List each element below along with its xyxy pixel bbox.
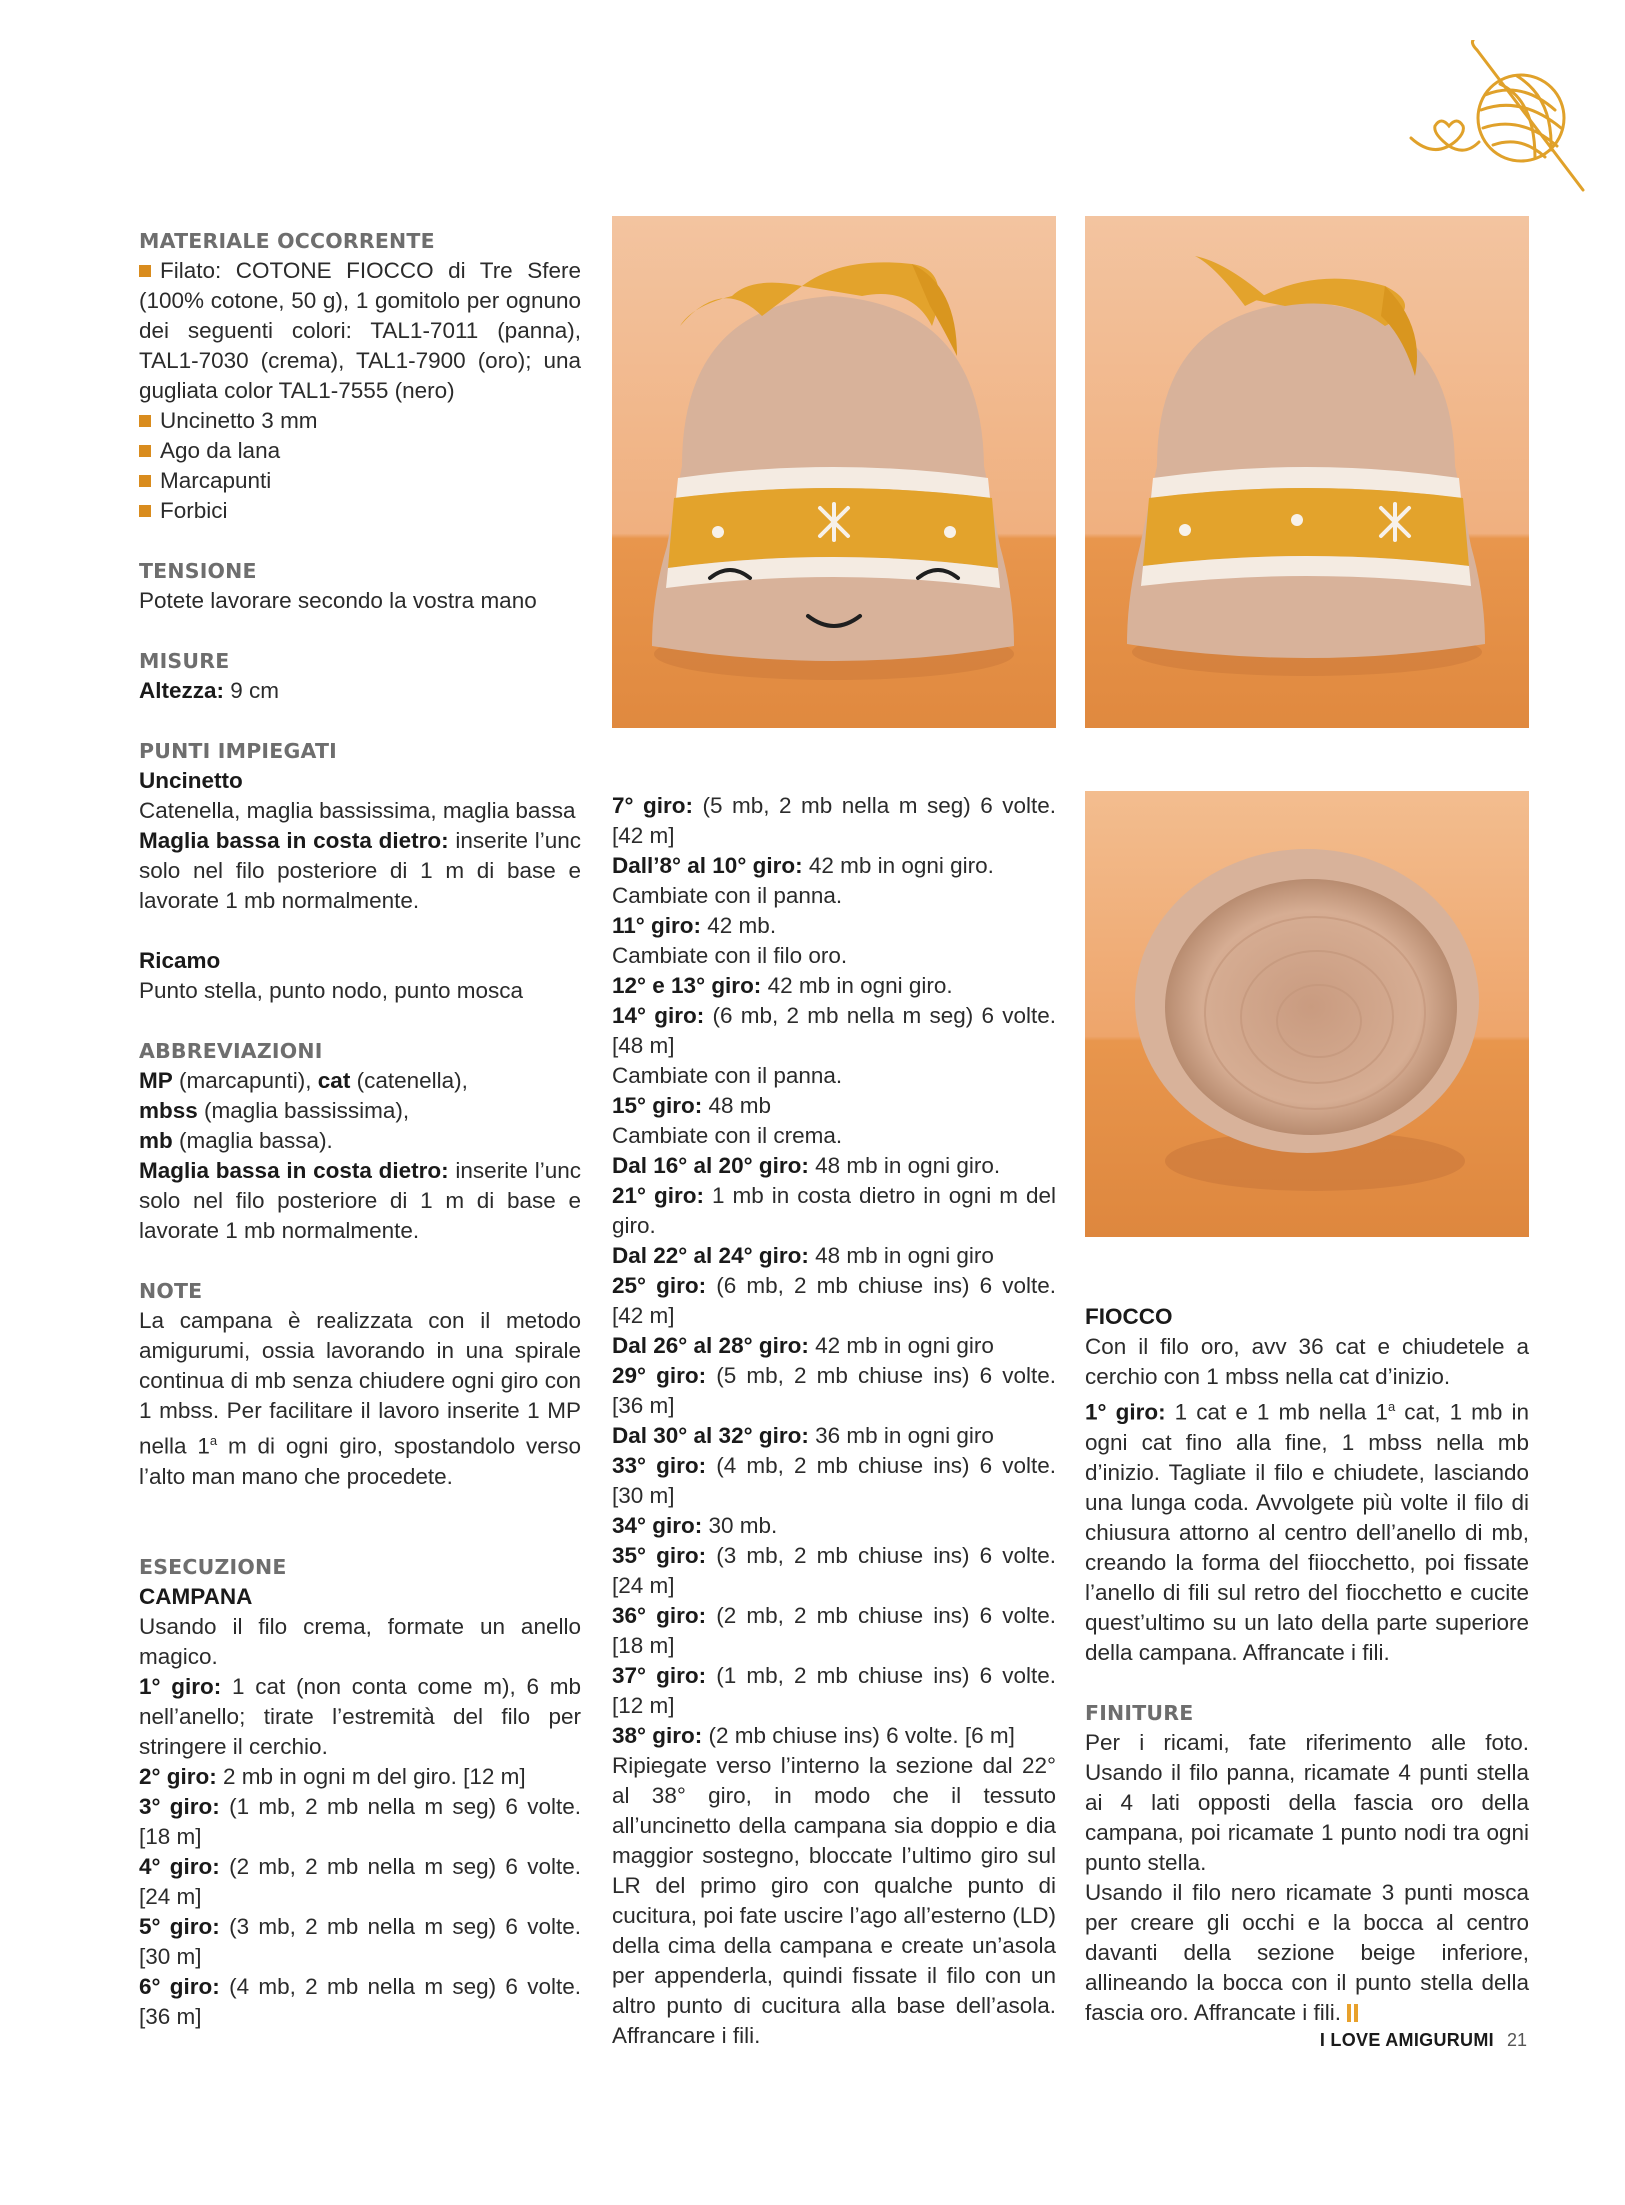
round-row: 3° giro: (1 mb, 2 mb nella m seg) 6 volte. [18 m] — [139, 1793, 581, 1849]
round-row: 34° giro: 30 mb. — [612, 1513, 778, 1538]
round-row: Dal 30° al 32° giro: 36 mb in ogni giro — [612, 1423, 994, 1448]
campana-subheading: CAMPANA — [139, 1583, 253, 1609]
punti-mbcd: Maglia bassa in costa dietro: inserite l’unc solo nel filo posteriore di 1 m di base e lavorate 1 mb normalmente. — [139, 828, 581, 913]
misure-altezza: Altezza: 9 cm — [139, 678, 280, 703]
column-2 — [612, 791, 1056, 2051]
bullet-square-icon — [139, 415, 151, 427]
bullet-square-icon — [139, 445, 151, 457]
finiture-paragraph-2: Usando il filo nero ricamate 3 punti mosca per creare gli occhi e la bocca al centro davanti della sezione beige inferiore, allineando la bocca con il punto stella della fascia oro. Affrancate i fili. — [1085, 1879, 1529, 2025]
round-row: 15° giro: 48 mb — [612, 1093, 772, 1118]
abbr-line: mb (maglia bassa). — [139, 1128, 333, 1153]
round-row: 2° giro: 2 mb in ogni m del giro. [12 m] — [139, 1763, 526, 1789]
bullet-square-icon — [139, 265, 151, 277]
abbr-line: mbss (maglia bassissima), — [139, 1098, 410, 1123]
column-3 — [1085, 1302, 1529, 2028]
round-row: 1° giro: 1 cat (non conta come m), 6 mb nell’anello; tirate l’estremità del filo per stringere il cerchio. — [139, 1673, 581, 1759]
finishing-instructions: Ripiegate verso l’interno la sezione dal 22° al 38° giro, in modo che il tessuto all’uncinetto della campana sia doppio e dia maggior sostegno, bloccate l’ultimo giro sul LR del primo giro con qualche punto di cucitura, poi fate uscire l’ago all’esterno (LD) della cima della campana e create un’asola per appenderla, quindi fissate il filo con un altro punto di cucitura alla base dell’asola. Affrancare i fili. — [612, 1753, 1056, 2048]
punti-ricamo-subheading: Ricamo — [139, 948, 221, 973]
round-row: 4° giro: (2 mb, 2 mb nella m seg) 6 volte. [24 m] — [139, 1853, 581, 1909]
tensione-text: Potete lavorare secondo la vostra mano — [139, 588, 537, 613]
punti-heading: PUNTI IMPIEGATI — [139, 739, 337, 763]
end-mark-icon — [1347, 2004, 1351, 2022]
round-row: 38° giro: (2 mb chiuse ins) 6 volte. [6 m] — [612, 1723, 1015, 1748]
hat-photo-back — [1085, 216, 1529, 728]
round-row: 12° e 13° giro: 42 mb in ogni giro. — [612, 973, 953, 998]
round-row: 7° giro: (5 mb, 2 mb nella m seg) 6 volte. [42 m] — [612, 793, 1056, 848]
yarn-ball-crochet-hook-icon — [1405, 40, 1605, 205]
abbr-line: MP (marcapunti), cat (catenella), — [139, 1068, 468, 1093]
esecuzione-heading: ESECUZIONE — [139, 1554, 287, 1579]
bullet-square-icon — [139, 505, 151, 517]
materiale-item: Marcapunti — [139, 466, 581, 496]
round-row: 33° giro: (4 mb, 2 mb chiuse ins) 6 volte. [30 m] — [612, 1453, 1056, 1508]
punti-uncinetto-subheading: Uncinetto — [139, 768, 243, 793]
note-heading: NOTE — [139, 1279, 203, 1303]
misure-heading: MISURE — [139, 649, 230, 673]
finiture-paragraph-1: Per i ricami, fate riferimento alle foto. Usando il filo panna, ricamate 4 punti stella ai 4 lati opposti della fascia oro della campana, poi ricamate 1 punto nodi tra ogni punto stella. — [1085, 1729, 1529, 1875]
magazine-name: I LOVE AMIGURUMI — [1319, 2030, 1494, 2050]
materiale-yarn: Filato: COTONE FIOCCO di Tre Sfere (100% cotone, 50 g), 1 gomitolo per ognuno dei seguenti colori: TAL1-7011 (panna), TAL1-7030 (crema), TAL1-7900 (oro); una gugliata color TAL1-7555 (nero) — [139, 258, 581, 403]
materiale-item: Forbici — [139, 496, 581, 526]
bullet-square-icon — [139, 475, 151, 487]
abbreviazioni-heading: ABBREVIAZIONI — [139, 1039, 323, 1063]
round-row: 37° giro: (1 mb, 2 mb chiuse ins) 6 volte. [12 m] — [612, 1663, 1056, 1718]
fiocco-heading: FIOCCO — [1085, 1304, 1173, 1329]
hat-photo-inside — [1085, 791, 1529, 1237]
round-row: 14° giro: (6 mb, 2 mb nella m seg) 6 volte. [48 m] — [612, 1003, 1056, 1058]
page-number: 21 — [1506, 2030, 1527, 2050]
finiture-heading: FINITURE — [1085, 1700, 1194, 1725]
page-footer — [1320, 2030, 1527, 2051]
round-row: 29° giro: (5 mb, 2 mb chiuse ins) 6 volte. [36 m] — [612, 1363, 1056, 1418]
campana-intro: Usando il filo crema, formate un anello magico. — [139, 1613, 581, 1669]
color-change: Cambiate con il filo oro. — [612, 943, 848, 968]
color-change: Cambiate con il panna. — [612, 1063, 843, 1088]
round-row: 21° giro: 1 mb in costa dietro in ogni m del giro. — [612, 1183, 1056, 1238]
round-row: 36° giro: (2 mb, 2 mb chiuse ins) 6 volte. [18 m] — [612, 1603, 1056, 1658]
materiale-item: Uncinetto 3 mm — [139, 406, 581, 436]
punti-ricamo-text: Punto stella, punto nodo, punto mosca — [139, 978, 524, 1003]
materiale-heading: MATERIALE OCCORRENTE — [139, 229, 435, 253]
punti-uncinetto-text: Catenella, maglia bassissima, maglia bassa — [139, 798, 576, 823]
round-row: 6° giro: (4 mb, 2 mb nella m seg) 6 volte. [36 m] — [139, 1973, 581, 2029]
round-row: 25° giro: (6 mb, 2 mb chiuse ins) 6 volte. [42 m] — [612, 1273, 1056, 1328]
color-change: Cambiate con il crema. — [612, 1123, 843, 1148]
round-row: Dal 22° al 24° giro: 48 mb in ogni giro — [612, 1243, 994, 1268]
round-row: Dal 16° al 20° giro: 48 mb in ogni giro. — [612, 1153, 1001, 1178]
hat-photo-front — [612, 216, 1056, 728]
round-row: 35° giro: (3 mb, 2 mb chiuse ins) 6 volte. [24 m] — [612, 1543, 1056, 1598]
color-change: Cambiate con il panna. — [612, 883, 843, 908]
fiocco-round-1: 1° giro: 1 cat e 1 mb nella 1$^a$ cat, 1 mb in ogni cat fino alla fine, 1 mbss nella mb d’inizio. Tagliate il filo e chiudete, lasciando una lunga coda. Avvolgete più volte il filo di chiusura attorno al centro dell’anello di mb, creando la forma del fiiocchetto, poi fissate l’anello di fili sul retro del fiocchetto e cucite quest’ultimo su un lato della parte superiore della campana. Affrancate i fili. — [1085, 1399, 1529, 1665]
tensione-heading: TENSIONE — [139, 559, 257, 583]
abbr-mbcd: Maglia bassa in costa dietro: inserite l’unc solo nel filo posteriore di 1 m di base e lavorate 1 mb normalmente. — [139, 1158, 581, 1243]
round-row: Dal 26° al 28° giro: 42 mb in ogni giro — [612, 1333, 994, 1358]
note-text: La campana è realizzata con il metodo amigurumi, ossia lavorando in una spirale continua di mb senza chiudere ogni giro con 1 mbss. Per facilitare il lavoro inserite 1 MP nella 1$^a$ m di ogni giro, spostandolo verso l’alto man mano che procedete. — [139, 1308, 582, 1489]
column-1 — [139, 226, 581, 2032]
round-row: 11° giro: 42 mb. — [612, 913, 777, 938]
materiale-item: Ago da lana — [139, 436, 581, 466]
round-row: 5° giro: (3 mb, 2 mb nella m seg) 6 volte. [30 m] — [139, 1913, 581, 1969]
round-row: Dall’8° al 10° giro: 42 mb in ogni giro. — [612, 853, 994, 878]
fiocco-intro: Con il filo oro, avv 36 cat e chiudetele a cerchio con 1 mbss nella cat d’inizio. — [1085, 1334, 1529, 1389]
